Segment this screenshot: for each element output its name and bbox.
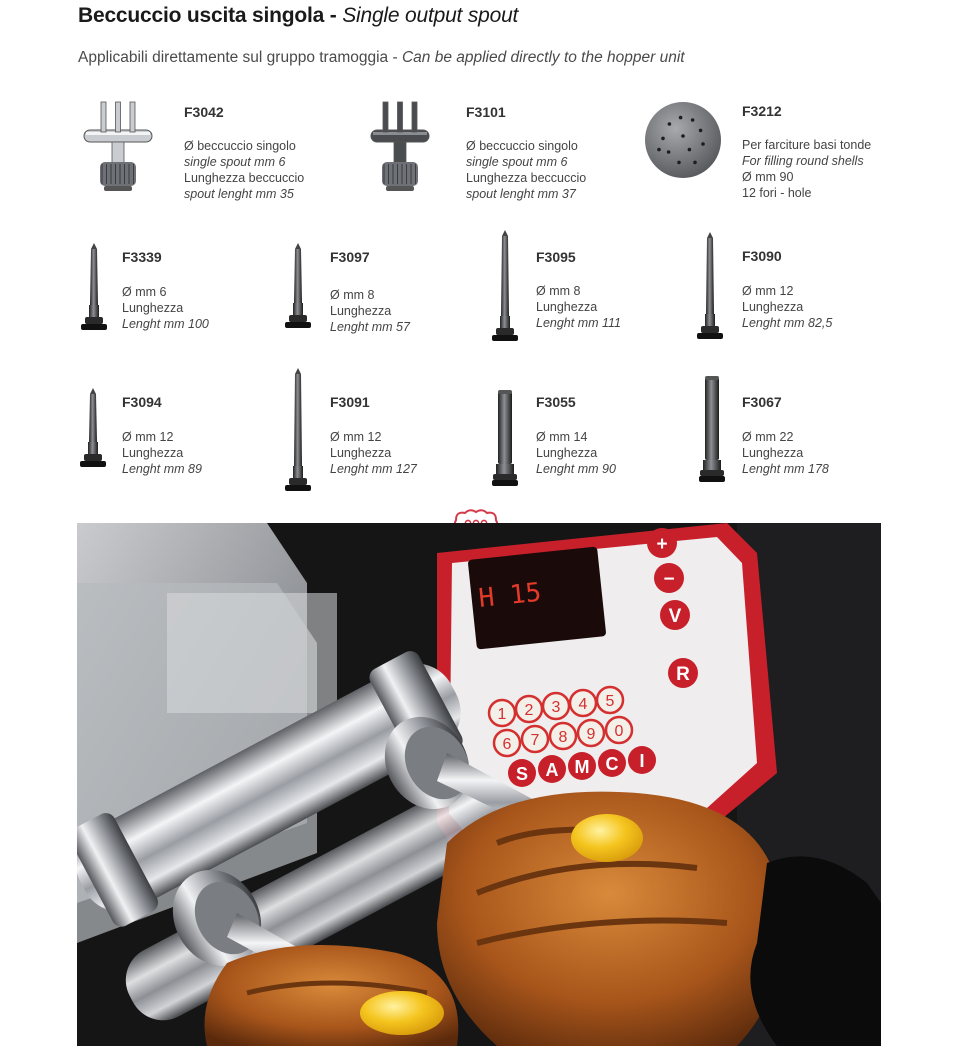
description-line: Ø mm 14 [536,430,588,444]
product-code: F3055 [536,394,576,410]
description-line: Lunghezza [330,304,392,318]
product-description [536,283,621,331]
brand-key-letter: A [545,760,559,780]
side-key-label: + [656,534,668,555]
description-line: Lunghezza beccuccio [184,171,305,185]
panel-display: H 15 [477,577,543,615]
filling-upper [571,814,643,862]
description-line: Ø mm 12 [742,284,794,298]
description-line: Ø mm 12 [330,430,382,444]
needle-nozzle-icon [490,230,520,351]
brand-key-letter: M [574,757,590,777]
description-line: Ø mm 12 [122,430,174,444]
description-line: Lenght mm 178 [742,462,829,476]
product-code: F3067 [742,394,782,410]
brand-key-letter: S [515,764,529,784]
keypad-key-label: 3 [551,699,561,716]
keypad-key-label: 7 [530,732,540,749]
description-line: Ø mm 8 [536,284,581,298]
description-line: Lunghezza [330,446,392,460]
tube-nozzle-icon [490,390,520,495]
keypad-key-label: 6 [502,736,512,753]
description-line: Lunghezza [122,301,184,315]
description-line: Lunghezza [122,446,184,460]
perforated-disc-icon [643,100,723,185]
description-line: Per farciture basi tonde [742,138,872,152]
keypad-key-label: 8 [558,729,568,746]
page-subtitle [78,49,685,67]
description-line: Lunghezza beccuccio [466,171,587,185]
description-line: Lenght mm 90 [536,462,616,476]
description-line: Lenght mm 57 [330,320,410,334]
description-line: Lenght mm 82,5 [742,316,833,330]
needle-nozzle-icon [283,368,313,501]
description-line: Lenght mm 111 [536,316,622,330]
product-description [742,283,832,331]
product-code: F3339 [122,249,162,265]
product-code: F3101 [466,104,506,120]
brand-key-letter: I [639,751,645,771]
side-key-label: R [676,664,690,685]
multi-spout-icon [365,100,435,200]
product-code: F3094 [122,394,162,410]
description-line: single spout mm 6 [184,155,286,169]
description-line: Lunghezza [536,300,598,314]
machine-photo [77,523,881,1046]
keypad-key-label: 1 [497,706,507,723]
title-english: Single output spout [342,4,519,27]
product-description [742,429,829,477]
description-line: Lenght mm 127 [330,462,417,476]
side-key-label: V [668,606,682,627]
subtitle-english: Can be applied directly to the hopper unit [401,49,685,66]
product-code: F3042 [184,104,224,120]
machine-photo-illustration [77,523,881,1046]
description-line: Lunghezza [742,300,804,314]
description-line: spout lenght mm 37 [466,187,576,201]
product-description [330,287,410,335]
description-line: Ø mm 90 [742,170,794,184]
product-code: F3097 [330,249,370,265]
description-line: Lunghezza [536,446,598,460]
description-line: For filling round shells [742,154,864,168]
keypad-key-label: 2 [524,702,534,719]
product-description [122,284,209,332]
description-line: single spout mm 6 [466,155,568,169]
gloved-hand [750,856,881,1046]
needle-nozzle-icon [78,243,110,340]
subtitle-italian: Applicabili direttamente sul gruppo tramoggia - [78,49,402,66]
needle-nozzle-icon [78,388,108,477]
description-line: Lenght mm 89 [122,462,202,476]
page-title [78,4,518,28]
brand-key-letter: C [605,754,619,774]
needle-nozzle-icon [283,243,313,338]
description-line: Ø beccuccio singolo [184,139,296,153]
product-description [184,138,304,202]
product-description [330,429,417,477]
keypad-key-label: 0 [614,723,624,740]
product-description [742,137,871,201]
title-italian: Beccuccio uscita singola - [78,4,343,27]
side-key-label: − [663,569,675,590]
filling-lower [360,991,444,1035]
description-line: 12 fori - hole [742,186,812,200]
description-line: Ø mm 8 [330,288,375,302]
description-line: spout lenght mm 35 [184,187,294,201]
keypad-key-label: 4 [578,696,588,713]
tube-nozzle-icon [697,376,727,491]
description-line: Lunghezza [742,446,804,460]
description-line: Ø beccuccio singolo [466,139,578,153]
product-description [536,429,616,477]
product-code: F3090 [742,248,782,264]
needle-nozzle-icon [695,232,725,349]
product-description [122,429,202,477]
description-line: Lenght mm 100 [122,317,209,331]
product-code: F3212 [742,103,782,119]
multi-spout-icon [78,100,158,200]
keypad-key-label: 9 [586,726,596,743]
product-description [466,138,586,202]
keypad-key-label: 5 [605,693,615,710]
product-code: F3091 [330,394,370,410]
description-line: Ø mm 6 [122,285,167,299]
product-code: F3095 [536,249,576,265]
description-line: Ø mm 22 [742,430,794,444]
